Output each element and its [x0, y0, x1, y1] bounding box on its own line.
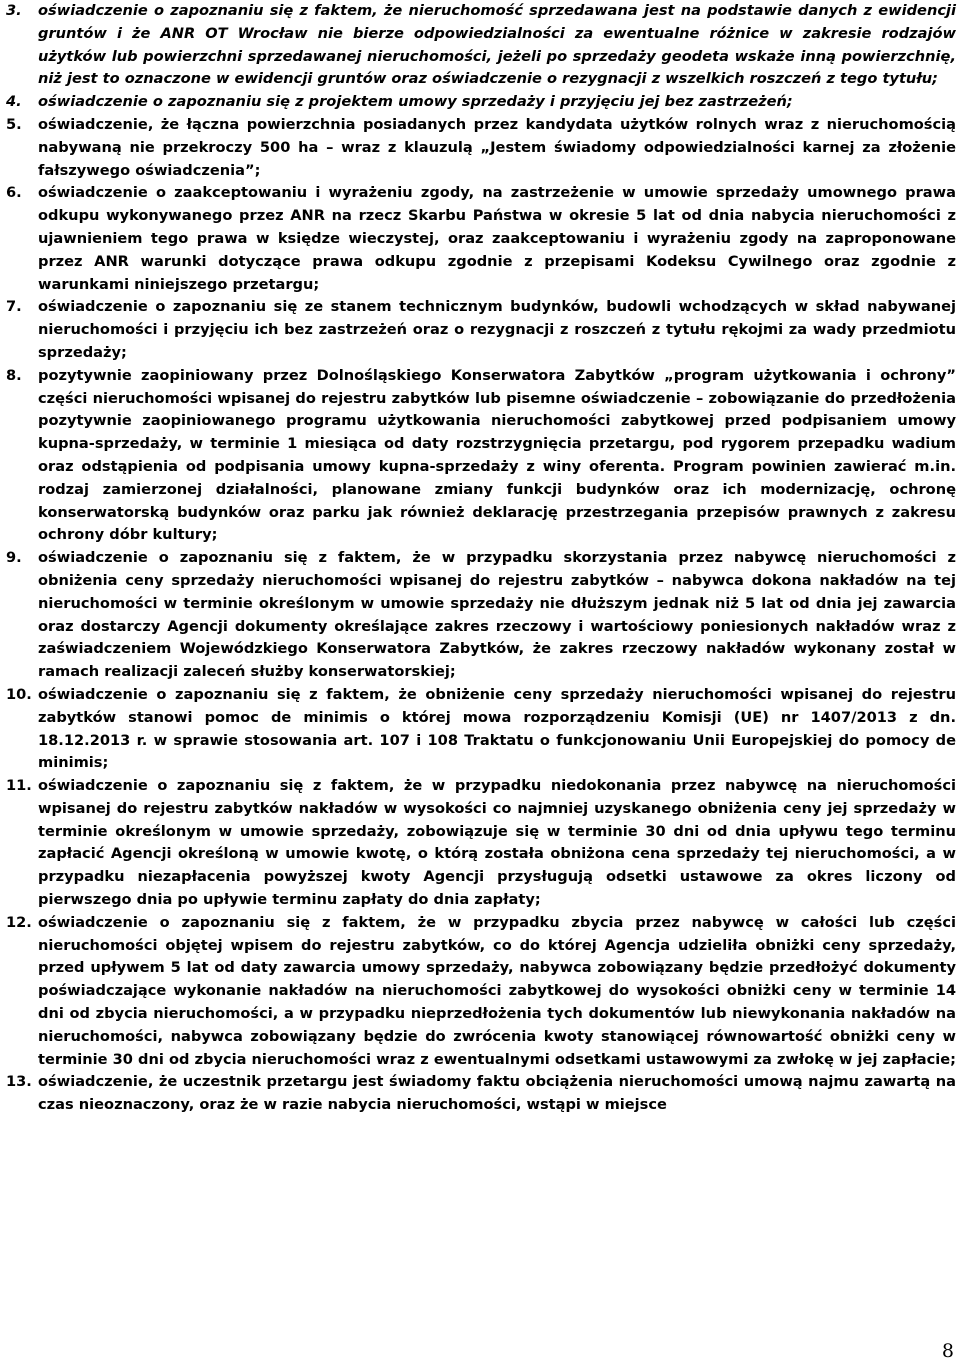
- item-text: oświadczenie o zapoznaniu się ze stanem technicznym budynków, budowli wchodzących w skład nabywanej nieruchomości i przyjęciu ich bez zastrzeżeń oraz o rezygnacji z roszczeń z tytułu rękojmi za wady przedmiotu sprzedaży;: [38, 298, 956, 361]
- page-number: 8: [941, 1340, 954, 1362]
- list-item-10: [6, 684, 956, 775]
- item-text: oświadczenie o zapoznaniu się z faktem, że nieruchomość sprzedawana jest na podstawie danych z ewidencji gruntów i że ANR OT Wrocław nie bierze odpowiedzialności za ewentualne różnice w zakresie rodzajów użytków lub powierzchni sprzedawanej nieruchomości, jeżeli po sprzedaży geodeta wskaże inną powierzchnię, niż jest to oznaczone w ewidencji gruntów oraz oświadczenie o rezygnacji z wszelkich roszczeń z tego tytułu;: [38, 2, 956, 88]
- list-item-3: [6, 0, 956, 91]
- item-number: 12.: [6, 913, 32, 931]
- item-text: oświadczenie o zapoznaniu się z faktem, że obniżenie ceny sprzedaży nieruchomości wpisanej do rejestru zabytków stanowi pomoc de minimis o której mowa rozporządzeniu Komisji (UE) nr 1407/2013 z dn. 18.12.2013 r. w sprawie stosowania art. 107 i 108 Traktatu o funkcjonowaniu Unii Europejskiej do pomocy de minimis;: [38, 685, 956, 772]
- item-number: 3.: [6, 2, 22, 19]
- list-item-11: [6, 775, 956, 912]
- item-number: 10.: [6, 685, 32, 703]
- item-text: pozytywnie zaopiniowany przez Dolnośląskiego Konserwatora Zabytków „program użytkowania i ochrony” części nieruchomości wpisanej do rejestru zabytków lub pisemne oświadczenie – zobowiązanie do przedłożenia pozytywnie zaopiniowanego programu użytkowania nieruchomości zabytkowej przed podpisaniem umowy kupna-sprzedaży, w terminie 1 miesiąca od daty rozstrzygnięcia przetargu, pod rygorem przepadku wadium oraz odstąpienia od podpisania umowy kupna-sprzedaży z winy oferenta. Program powinien zawierać m.in. rodzaj zamierzonej działalności, planowane zmiany funkcji budynków oraz ich modernizację, ochronę konserwatorską budynków oraz parku jak również deklarację przestrzegania przepisów prawnych z zakresu ochrony dóbr kultury;: [38, 366, 956, 544]
- item-number: 4.: [6, 93, 22, 111]
- item-text: oświadczenie o zapoznaniu się z faktem, że w przypadku niedokonania przez nabywcę na nieruchomości wpisanej do rejestru zabytków nakładów w wysokości co najmniej uzyskanego obniżenia ceny jej sprzedaży w terminie określonym w umowie sprzedaży, zobowiązuje się w terminie 30 dni od dnia upływu tego terminu zapłacić Agencji określoną w umowie kwotę, o którą została obniżona cena sprzedaży tej nieruchomości, a w przypadku niezapłacenia powyższej kwoty Agencji przysługują odsetki ustawowe za okres liczony od pierwszego dnia po upływie terminu zapłaty do dnia zapłaty;: [38, 777, 956, 909]
- list-item-9: [6, 547, 956, 684]
- item-text: oświadczenie, że uczestnik przetargu jest świadomy faktu obciążenia nieruchomości umową najmu zawartą na czas nieoznaczony, oraz że w razie nabycia nieruchomości, wstąpi w miejsce: [38, 1073, 956, 1114]
- list-item-13: [6, 1071, 956, 1117]
- item-number: 7.: [6, 298, 22, 316]
- item-text: oświadczenie o zapoznaniu się z faktem, że w przypadku zbycia przez nabywcę w całości lub części nieruchomości objętej wpisem do rejestru zabytków, co do której Agencja udzieliła obniżki ceny sprzedaży, przed upływem 5 lat od daty zawarcia umowy sprzedaży, nabywca zobowiązany będzie przedłożyć dokumenty poświadczające wykonanie nakładów na nieruchomości zabytkowej do wysokości obniżki ceny w terminie 14 dni od zbycia nieruchomości, a w przypadku nieprzedłożenia tych dokumentów lub niewykonania nakładów na nieruchomości, nabywca zobowiązany będzie do zwrócenia kwoty stanowiącej równowartość obniżki ceny w terminie 30 dni od zbycia nieruchomości wraz z ewentualnymi odsetkami ustawowymi za zwłokę w jej zapłacie;: [38, 913, 956, 1068]
- list-item-7: [6, 296, 956, 364]
- item-number: 5.: [6, 115, 22, 133]
- item-text: oświadczenie o zapoznaniu się z projektem umowy sprzedaży i przyjęciu jej bez zastrzeżeń;: [38, 93, 793, 111]
- item-number: 9.: [6, 549, 22, 567]
- list-item-6: [6, 182, 956, 296]
- list-item-8: [6, 365, 956, 547]
- item-number: 8.: [6, 366, 22, 384]
- list-item-5: [6, 114, 956, 182]
- item-text: oświadczenie, że łączna powierzchnia posiadanych przez kandydata użytków rolnych wraz z nieruchomością nabywaną nie przekroczy 500 ha – wraz z klauzulą „Jestem świadomy odpowiedzialności karnej za złożenie fałszywego oświadczenia”;: [38, 115, 956, 179]
- list-item-4: [6, 91, 956, 114]
- item-number: 11.: [6, 777, 32, 795]
- list-item-12: [6, 912, 956, 1072]
- document-body: [6, 0, 956, 1117]
- item-number: 6.: [6, 184, 22, 202]
- item-text: oświadczenie o zapoznaniu się z faktem, że w przypadku skorzystania przez nabywcę nieruchomości z obniżenia ceny sprzedaży nieruchomości wpisanej do rejestru zabytków – nabywca dokona nakładów na tej nieruchomości w terminie określonym w umowie sprzedaży nie dłuższym jednak niż 5 lat od dnia jej zawarcia oraz dostarczy Agencji dokumenty określające zakres rzeczowy i wartościowy poniesionych nakładów wraz z zaświadczeniem Wojewódzkiego Konserwatora Zabytków, że zakres rzeczowy nakładów wykonany został w ramach realizacji zaleceń służby konserwatorskiej;: [38, 549, 956, 681]
- item-text: oświadczenie o zaakceptowaniu i wyrażeniu zgody, na zastrzeżenie w umowie sprzedaży umownego prawa odkupu wykonywanego przez ANR na rzecz Skarbu Państwa w okresie 5 lat od dnia nabycia nieruchomości z ujawnieniem tego prawa w księdze wieczystej, oraz zaakceptowaniu i wyrażeniu zgody na zaproponowane przez ANR warunki dotyczące prawa odkupu zgodnie z przepisami Kodeksu Cywilnego oraz zgodnie z warunkami niniejszego przetargu;: [38, 184, 956, 293]
- item-number: 13.: [6, 1073, 32, 1091]
